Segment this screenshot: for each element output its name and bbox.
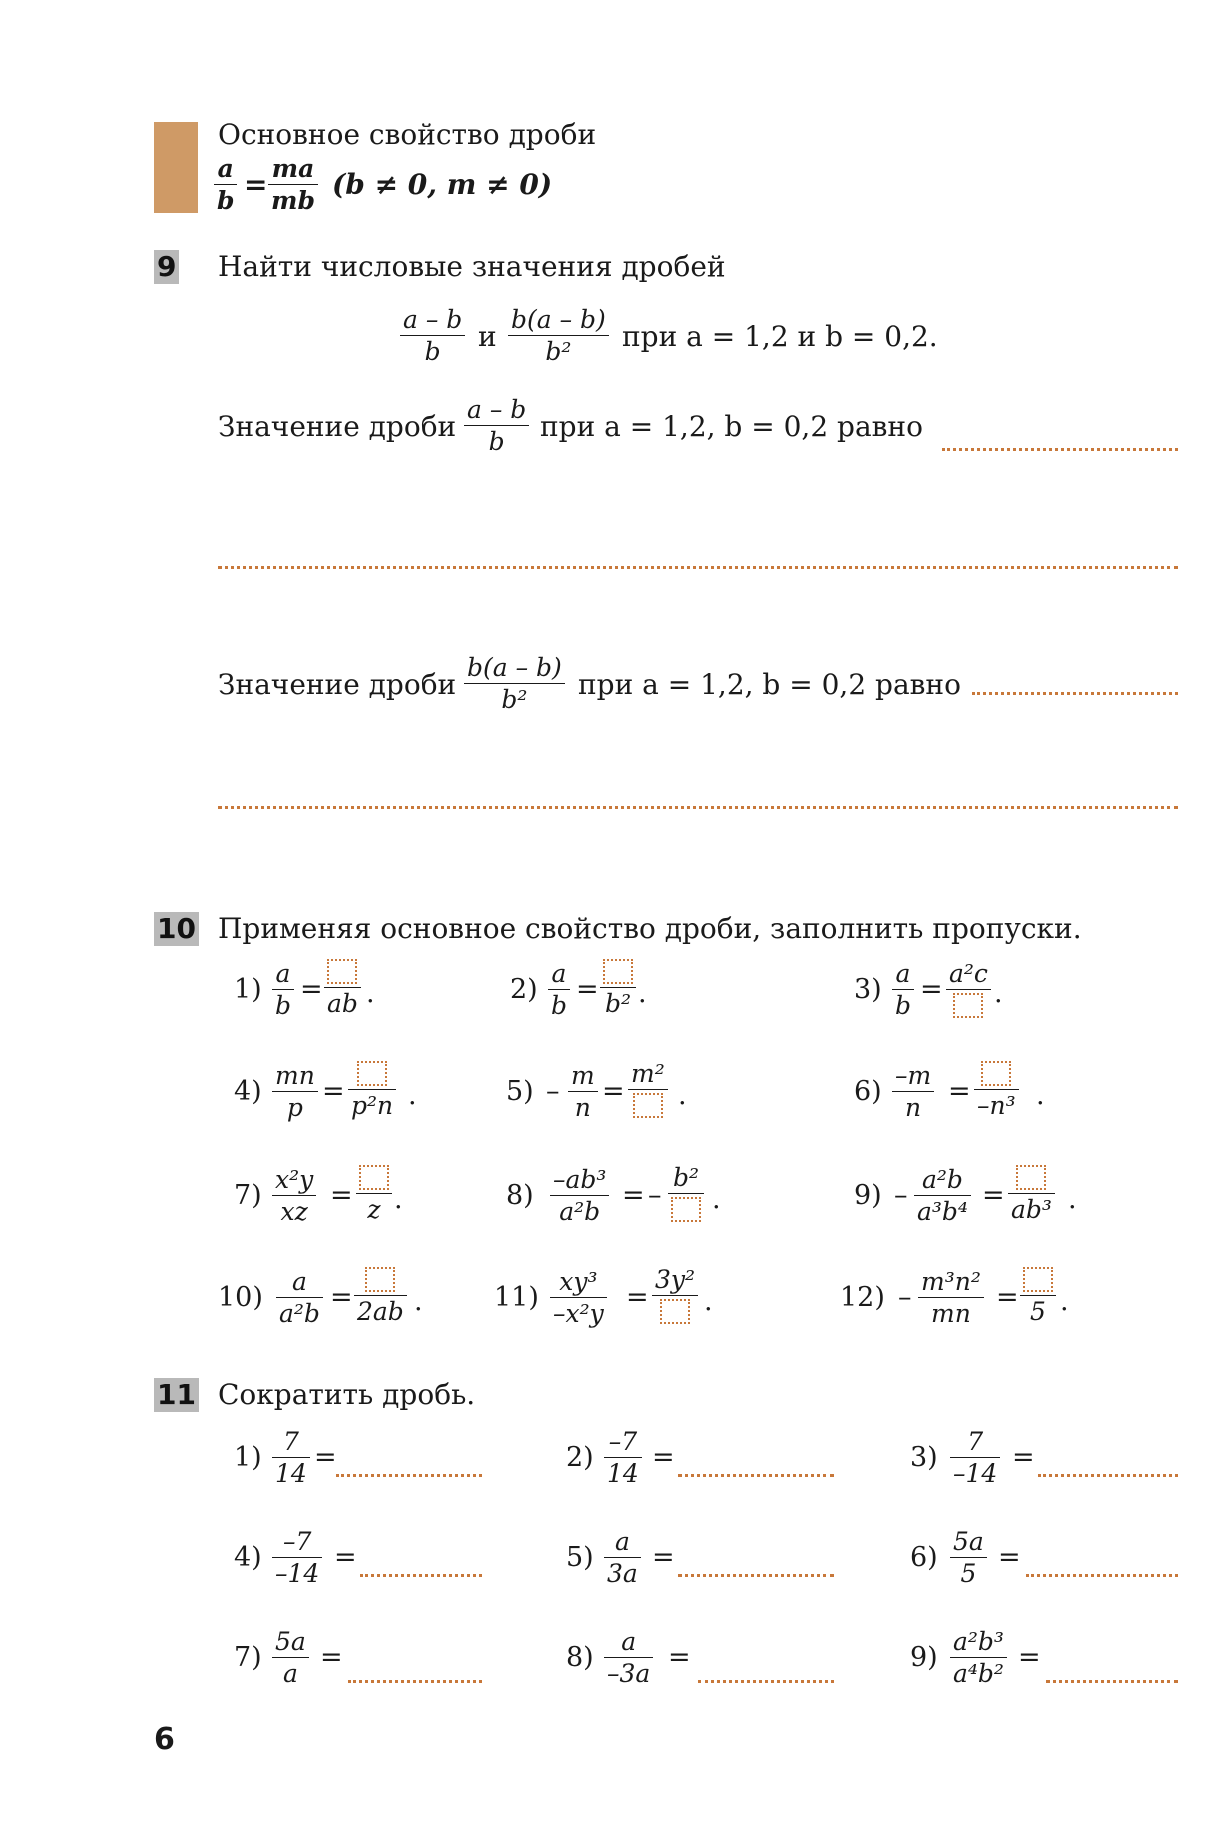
minus-sign: –	[546, 1076, 560, 1107]
task-text: Применяя основное свойство дроби, заполнить пропуски.	[218, 912, 1082, 945]
fraction-with-blank: ab³	[1008, 1164, 1055, 1223]
fraction: 7 –14	[950, 1428, 1000, 1487]
equals-sign: =	[322, 1076, 345, 1107]
fraction: m n	[568, 1062, 598, 1121]
equals-sign: =	[1012, 1442, 1035, 1473]
equals-sign: =	[652, 1542, 675, 1573]
equals-sign: =	[668, 1642, 691, 1673]
equals-sign: =	[330, 1180, 353, 1211]
answer-field[interactable]	[336, 1474, 482, 1477]
answer-field[interactable]	[1038, 1474, 1178, 1477]
exercise-label: 7)	[234, 1180, 262, 1211]
fraction-with-blank: b²	[668, 1164, 704, 1223]
blank-box[interactable]	[633, 1093, 663, 1118]
fraction-with-blank: m²	[628, 1060, 668, 1119]
exercise-label: 3)	[910, 1442, 938, 1473]
equals-sign: =	[300, 974, 323, 1005]
exercise-label: 1)	[234, 1442, 262, 1473]
fraction: x²y xz	[272, 1166, 316, 1225]
rule-fraction-right: ma mb	[268, 155, 318, 214]
blank-box[interactable]	[1023, 1267, 1053, 1292]
answer-field[interactable]	[698, 1680, 834, 1683]
answer-field[interactable]	[218, 806, 1178, 809]
blank-box[interactable]	[359, 1165, 389, 1190]
equals-sign: =	[948, 1076, 971, 1107]
blank-box[interactable]	[660, 1299, 690, 1324]
equals-sign: =	[320, 1642, 343, 1673]
equals-sign: =	[652, 1442, 675, 1473]
task-text: Сократить дробь.	[218, 1378, 476, 1411]
equals-sign: =	[982, 1180, 1005, 1211]
fraction: –ab³ a²b	[550, 1166, 609, 1225]
fraction: a b	[892, 960, 914, 1019]
fraction: mn p	[272, 1062, 318, 1121]
fraction: –7 14	[604, 1428, 642, 1487]
answer-field[interactable]	[678, 1474, 834, 1477]
task9-fraction-2-repeat: b(a – b) b²	[464, 654, 565, 713]
answer-field[interactable]	[942, 448, 1178, 451]
equals-sign: =	[602, 1076, 625, 1107]
fraction-with-blank: –n³	[974, 1060, 1019, 1119]
exercise-label: 5)	[506, 1076, 534, 1107]
fraction-with-blank: 2ab	[354, 1266, 407, 1325]
answer-line-condition: при a = 1,2, b = 0,2 равно	[540, 410, 923, 443]
exercise-label: 1)	[234, 974, 262, 1005]
minus-sign: –	[894, 1180, 908, 1211]
equals-sign: =	[996, 1282, 1019, 1313]
fraction: 5a a	[272, 1628, 309, 1687]
exercise-label: 6)	[910, 1542, 938, 1573]
equals-sign: =	[576, 974, 599, 1005]
page-number: 6	[154, 1722, 175, 1757]
equals-sign: =	[998, 1542, 1021, 1573]
answer-line-condition: при a = 1,2, b = 0,2 равно	[578, 668, 961, 701]
fraction: 5a 5	[950, 1528, 987, 1587]
task-number-badge: 9	[154, 250, 179, 284]
fraction-with-blank: ab	[324, 958, 361, 1017]
fraction: a –3a	[604, 1628, 653, 1687]
exercise-label: 9)	[910, 1642, 938, 1673]
rule-condition: (b ≠ 0, m ≠ 0)	[332, 168, 553, 201]
answer-field[interactable]	[360, 1574, 482, 1577]
equals-sign: =	[330, 1282, 353, 1313]
exercise-label: 2)	[510, 974, 538, 1005]
exercise-label: 10)	[218, 1282, 263, 1313]
rule-equals: =	[244, 168, 268, 201]
rule-title: Основное свойство дроби	[218, 118, 597, 151]
blank-box[interactable]	[1016, 1165, 1046, 1190]
minus-sign: –	[898, 1282, 912, 1313]
exercise-label: 4)	[234, 1076, 262, 1107]
answer-field[interactable]	[348, 1680, 482, 1683]
fraction-with-blank: b²	[600, 958, 636, 1017]
fraction: a²b³ a⁴b²	[950, 1628, 1007, 1687]
answer-line-label: Значение дроби	[218, 410, 457, 443]
fraction: a b	[548, 960, 570, 1019]
exercise-label: 8)	[566, 1642, 594, 1673]
fraction: –m n	[892, 1062, 934, 1121]
task9-fraction-1: a – b b	[400, 306, 465, 365]
answer-field[interactable]	[1046, 1680, 1178, 1683]
exercise-label: 8)	[506, 1180, 534, 1211]
fraction: –7 –14	[272, 1528, 322, 1587]
fraction-with-blank: p²n	[348, 1060, 396, 1119]
blank-box[interactable]	[365, 1267, 395, 1292]
task9-connector: и	[478, 320, 497, 353]
fraction-with-blank: 5	[1020, 1266, 1056, 1325]
answer-field[interactable]	[1026, 1574, 1178, 1577]
fraction-with-blank: 3y²	[652, 1266, 698, 1325]
task9-condition: при a = 1,2 и b = 0,2.	[622, 320, 938, 353]
blank-box[interactable]	[327, 959, 357, 984]
fraction: m³n² mn	[918, 1268, 984, 1327]
exercise-label: 3)	[854, 974, 882, 1005]
exercise-label: 7)	[234, 1642, 262, 1673]
equals-sign: =	[622, 1180, 645, 1211]
equals-sign: =	[1018, 1642, 1041, 1673]
exercise-label: 4)	[234, 1542, 262, 1573]
fraction-with-blank: a²c	[946, 960, 991, 1019]
fraction-with-blank: z	[356, 1164, 392, 1223]
answer-field[interactable]	[678, 1574, 834, 1577]
minus-sign: –	[648, 1180, 662, 1211]
fraction: a 3a	[604, 1528, 641, 1587]
blank-box[interactable]	[981, 1061, 1011, 1086]
fraction: a²b a³b⁴	[914, 1166, 971, 1225]
equals-sign: =	[314, 1442, 337, 1473]
task9-fraction-2: b(a – b) b²	[508, 306, 609, 365]
answer-field[interactable]	[972, 692, 1178, 695]
rule-fraction-left: a b	[214, 155, 237, 214]
blank-box[interactable]	[603, 959, 633, 984]
fraction: a a²b	[276, 1268, 323, 1327]
equals-sign: =	[626, 1282, 649, 1313]
equals-sign: =	[334, 1542, 357, 1573]
rule-accent-bar	[154, 122, 198, 213]
answer-field[interactable]	[218, 566, 1178, 569]
task-text: Найти числовые значения дробей	[218, 250, 726, 283]
task-number-badge: 10	[154, 912, 199, 946]
exercise-label: 6)	[854, 1076, 882, 1107]
blank-box[interactable]	[953, 993, 983, 1018]
task9-fraction-1-repeat: a – b b	[464, 396, 529, 455]
exercise-label: 2)	[566, 1442, 594, 1473]
exercise-label: 12)	[840, 1282, 885, 1313]
exercise-label: 11)	[494, 1282, 539, 1313]
blank-box[interactable]	[671, 1197, 701, 1222]
exercise-label: 5)	[566, 1542, 594, 1573]
blank-box[interactable]	[357, 1061, 387, 1086]
task-number-badge: 11	[154, 1378, 199, 1412]
fraction: xy³ –x²y	[550, 1268, 607, 1327]
exercise-label: 9)	[854, 1180, 882, 1211]
fraction: 7 14	[272, 1428, 310, 1487]
equals-sign: =	[920, 974, 943, 1005]
fraction: a b	[272, 960, 294, 1019]
answer-line-label: Значение дроби	[218, 668, 457, 701]
